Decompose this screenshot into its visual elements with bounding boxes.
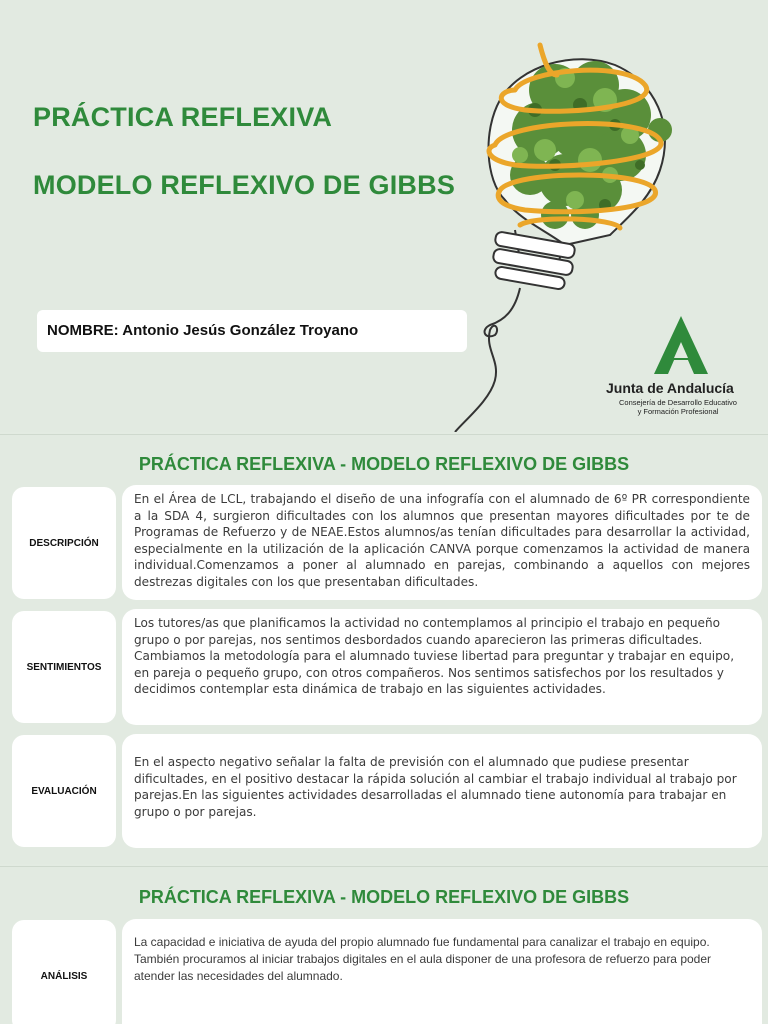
section-title: PRÁCTICA REFLEXIVA - MODELO REFLEXIVO DE GIBBS — [138, 887, 630, 907]
gibbs-slide-1 — [0, 434, 768, 864]
cover-title-line1: PRÁCTICA REFLEXIVA — [33, 102, 333, 132]
row-text-descripcion: En el Área de LCL, trabajando el diseño de una infografía con el alumnado de 6º PR correspondiente a la SDA 4, surgieron dificultades con los alumnos que presentan mayores dificultades por te de Programas de Refuerzo y de NEAE.Estos alumnos/as tenían dificultades para desarrollar la actividad, especialmente en la utilización de la aplicación CANVA porque comenzamos la actividad de manera individual.Comenzamos a poner al alumnado en parejas, combinando a aquellos con mejores destrezas digitales con los que presentaban dificultades. — [122, 485, 762, 600]
row-label-sentimientos: SENTIMIENTOS — [12, 611, 116, 723]
row-text-analisis: La capacidad e iniciativa de ayuda del propio alumnado fue fundamental para canalizar el trabajo en equipo. También procuramos al iniciar trabajos digitales en el aula disponer de una profesora de refuerzo para poder atender las necesidades del alumnado. — [122, 919, 762, 1024]
junta-andalucia-logo — [606, 314, 756, 424]
cover-title-line2: MODELO REFLEXIVO DE GIBBS — [33, 170, 456, 200]
row-label-evaluacion: EVALUACIÓN — [12, 735, 116, 847]
logo-title: Junta de Andalucía — [606, 380, 734, 396]
row-text-sentimientos: Los tutores/as que planificamos la actividad no contemplamos al principio el trabajo en pequeño grupo o por parejas, nos sentimos desbordados cuando aparecieron las primeras dificultades. Cambiamos la metodología para el alumnado tuviese libertad para preguntar y trabajar en equipo, en pareja o pequeño grupo, con otros compañeros. Nos sentimos satisfechos por los resultados y decidimos contemplar esta dinámica de trabajo en las siguientes actividades. — [122, 609, 762, 725]
logo-subtitle — [608, 398, 748, 416]
gibbs-slide-2 — [0, 866, 768, 1024]
row-label-analisis: ANÁLISIS — [12, 920, 116, 1024]
cover-slide — [0, 0, 768, 432]
section-title: PRÁCTICA REFLEXIVA - MODELO REFLEXIVO DE GIBBS — [138, 454, 630, 474]
author-name-box: NOMBRE: Antonio Jesús González Troyano — [37, 310, 467, 352]
row-text-evaluacion: En el aspecto negativo señalar la falta de previsión con el alumnado que pudiese presentar dificultades, en el positivo destacar la rápida solución al cambiar el trabajo individual al trabajo por parejas.En las siguientes actividades desarrolladas el alumnado tiene autonomía para trabajar en grupo o por parejas. — [122, 734, 762, 848]
junta-andalucia-emblem-icon — [646, 314, 716, 376]
logo-subtitle-line1: Consejería de Desarrollo Educativo — [619, 398, 737, 407]
logo-subtitle-line2: y Formación Profesional — [637, 407, 719, 416]
row-label-descripcion: DESCRIPCIÓN — [12, 487, 116, 599]
